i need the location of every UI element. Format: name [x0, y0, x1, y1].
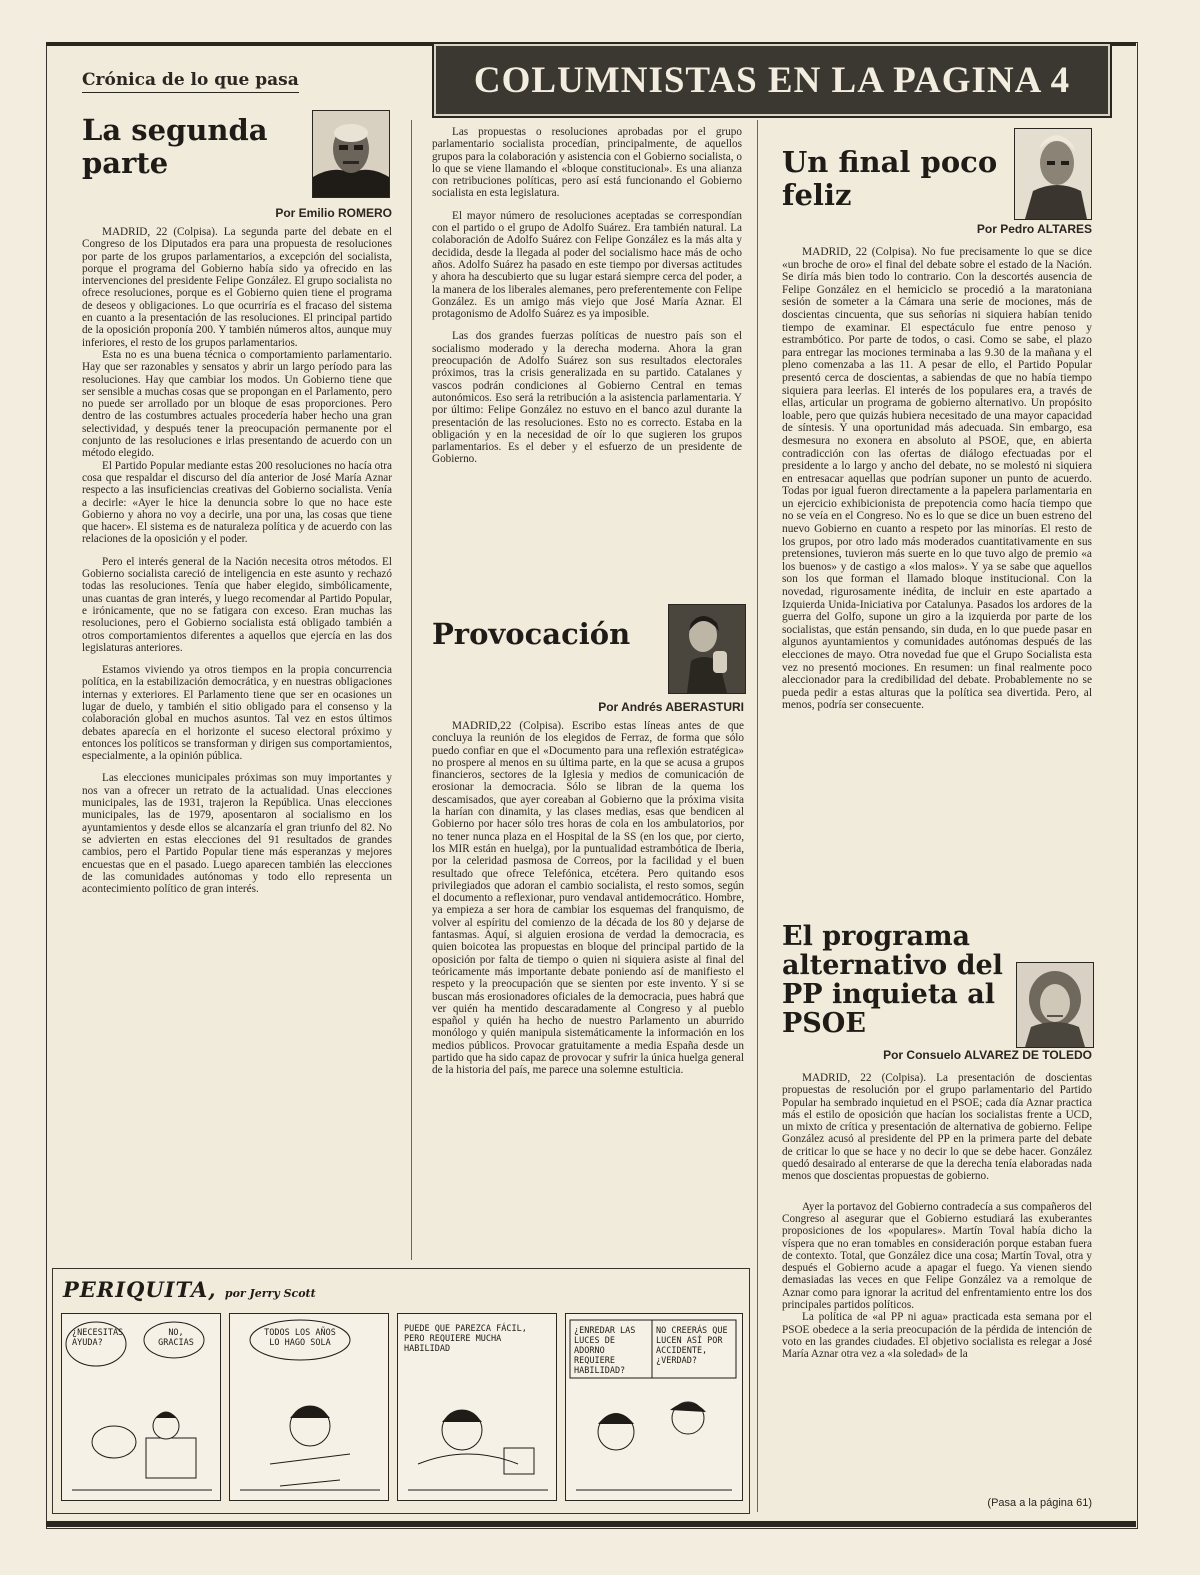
- paragraph: La política de «al PP ni agua» practicada esta semana por el PSOE obedece a la seria preocupación de la pérdida de intención de voto en las grandes ciudades. El objetivo socialista es relegar a José María Aznar otra vez a «la soledad» de la: [782, 1311, 1092, 1361]
- article-body-programa-alternativo: [782, 1072, 1092, 1361]
- section-kicker: Crónica de lo que pasa: [82, 70, 299, 93]
- paragraph: MADRID, 22 (Colpisa). La presentación de doscientas propuestas de resolución por el grupo parlamentario del Partido Popular ha sembrado inquietud en el PSOE; cada día Aznar practica más el estilo de oposición que hacían los socialistas frente a UCD, un mixto de crítica y presentación de alternativa de gobierno. Felipe González acusó al presidente del PP en la primera parte del debate de criticar lo que se hace y no decir lo que se debe hacer. González quedó desairado al enterarse de que la derecha tenía elaboradas nada menos que doscientas propuestas de gobierno.: [782, 1072, 1092, 1183]
- paragraph: Esta no es una buena técnica o comportamiento parlamentario. Hay que ser razonables y sensatos y abrir un largo período para las resoluciones. Hay que cambiar los modos. Un Gobierno tiene que ser sensible a muchas cosas que se propongan en el Parlamento, pero no puede ser arrollado por un bloque de esas proporciones. Pero dentro de las costumbres actuales procedería haber hecho una gran selectividad, y después tener la preocupación permanente por el conjunto de las resoluciones e irlas presentando de acuerdo con un método elegido.: [82, 348, 392, 460]
- article-title-segunda-parte: La segunda parte: [82, 113, 268, 180]
- paragraph: MADRID, 22 (Colpisa). No fue precisamente lo que se dice «un broche de oro» el final del debate sobre el estado de la Nación. Se diría más bien todo lo contrario. Con la descortés ausencia de Felipe González en el hemiciclo se procedió a la maratoniana sesión de someter a la Cámara una serie de mociones, más de doscientas cincuenta, que sus señorías ni siquiera habían tenido tiempo de examinar. El espectáculo fue entre penoso y estrambótico. Por parte de todos, o casi. Como se sabe, el plazo para entregar las mociones terminaba a las 9.30 de la mañana y el pleno comenzaba a las 11. A pesar de ello, el Partido Popular presentó cerca de doscientas, a sabiendas de que no había tiempo siquiera para leerlas. El interés de los populares era, a través de ellas, articular un programa de gobierno alternativo. Un propósito loable, pero que quizás hubiera necesitado de una mayor capacidad de síntesis. Y una oportunidad más adecuada. Sin embargo, esa desmesura no exonera en absoluto al PSOE, que, en abierta contradicción con las ofertas de diálogo efectuadas por el presidente a lo largo y ancho del debate, no se molestó ni siquiera en entresacar aquellas que podrían suponer un punto de acuerdo. Todas por igual fueron directamente a la papelera parlamentaria en un ejercicio exhibicionista de prepotencia como hacía tiempo que no se veía en el Congreso. No es lo que se dice un buen estreno del nuevo Gobierno en cuanto a respeto por las minorías. El resto de los grupos, por otro lado más moderados cuantitativamente en sus pretensiones, tuvieron más suerte en lo que tuvo algo de premio «a los buenos» y de castigo a «los malos». Y ya se sabe que aquellos son los que forman el llamado bloque institucional. Con la novedad, rigurosamente inédita, de incluir en este apartado a Izquierda Unida-Iniciativa por Catalunya. Pasados los ardores de la guerra del Golfo, supone un giro a la izquierda por parte de los socialistas, que están pensando, sin duda, en lo que puede pasar en algunos ayuntamientos y comunidades autónomas después de las elecciones de mayo. Otra novedad fue que el Grupo Socialista esta vez no presentó mociones. En resumen: un final realmente poco aleccionador para la credibilidad del debate. Probablemente no se pueda pedir a estas alturas que la política sea divertida. Pero, al menos, podría ser consecuente.: [782, 246, 1092, 712]
- paragraph: Estamos viviendo ya otros tiempos en la propia concurrencia política, en la estabilización democrática, y en nuestras obligaciones internas y exteriores. El Parlamento tiene que ser en ocasiones un lugar de duelo, y también el sitio obligado para el consenso y la colaboración global en muchos asuntos. Tal vez en estos últimos debates aparecía en el horizonte el suceso electoral próximo y entonces los políticos se transforman y dirigen sus comportamientos, especialmente, a la opinión pública.: [82, 664, 392, 763]
- speech-bubble: ¿ENREDAR LAS LUCES DE ADORNO REQUIERE HABILIDAD?: [574, 1326, 636, 1376]
- byline-alvarez-de-toledo: Por Consuelo ALVAREZ DE TOLEDO: [883, 1048, 1092, 1062]
- paragraph: Las propuestas o resoluciones aprobadas por el grupo parlamentario socialista procedían, principalmente, de aquellos grupos para la colaboración y asistencia con el Gobierno socialista, o lo que se viene llamando el «bloque constitucional». Es una alianza con retribuciones políticas, pero así está funcionando el Gobierno socialista en esta legislatura.: [432, 126, 742, 200]
- article-title-final-poco-feliz: Un final poco feliz: [782, 145, 998, 212]
- paragraph: Las dos grandes fuerzas políticas de nuestro país son el socialismo moderado y la derecha moderna. Ahora la gran preocupación de Adolfo Suárez son sus resultados electorales próximos, tras la crisis generalizada en su partido. Catalanes y vascos podrán condiciones al Gobierno Central en temas autonómicos. Eso será la retribución a la asistencia parlamentaria. Y por último: Felipe González no estuvo en el banco azul durante la presentación de las resoluciones. Esto no es correcto. Estaba en la obligación y en la necesidad de oír lo que sugieren los grupos parlamentarios. Es el deber y el esfuerzo de un presidente de Gobierno.: [432, 330, 742, 466]
- author-photo-alvarez-de-toledo: [1016, 962, 1094, 1048]
- section-banner: COLUMNISTAS EN LA PAGINA 4: [434, 44, 1110, 116]
- comic-panel-3: [397, 1313, 557, 1501]
- comic-author: por Jerry Scott: [224, 1287, 316, 1300]
- paragraph: Pero el interés general de la Nación necesita otros métodos. El Gobierno socialista careció de inteligencia en este asunto y rechazó todas las resoluciones. Tenía que haber elegido, simbólicamente, unas cuantas de gran interés, y luego recomendar al Partido Popular, e irónicamente, que no se fatigara con exceso. Eran muchas las resoluciones, pero el Gobierno socialista está obligado también a otros comportamientos diferentes a aquellos que ejercía en las dos legislaturas anteriores.: [82, 555, 392, 654]
- speech-bubble: TODOS LOS AÑOS LO HAGO SOLA: [264, 1328, 336, 1348]
- speech-bubble: PUEDE QUE PAREZCA FÁCIL, PERO REQUIERE MUCHA HABILIDAD: [404, 1324, 527, 1354]
- byline-aberasturi: Por Andrés ABERASTURI: [598, 700, 744, 714]
- author-photo-aberasturi: [668, 604, 746, 694]
- comic-panel-1: [61, 1313, 221, 1501]
- paragraph: El Partido Popular mediante estas 200 resoluciones no hacía otra cosa que respaldar el discurso del día anterior de José María Aznar respecto a las insuficiencias creativas del Gobierno socialista. Venía a decirle: «Ayer le hice la denuncia sobre lo que no hace este Gobierno y ahora no voy a decirle, una por una, las cosas que tiene que hacer». El sistema es de naturaleza política y de acuerdo con las relaciones de la oposición y el poder.: [82, 459, 392, 546]
- byline-altares: Por Pedro ALTARES: [976, 222, 1092, 236]
- bottom-rule: [46, 1521, 1136, 1527]
- author-photo-romero: [312, 110, 390, 198]
- comic-panel-2: [229, 1313, 389, 1501]
- column-divider: [757, 120, 758, 1512]
- comic-panel-4: [565, 1313, 743, 1501]
- speech-bubble: ¿NECESITAS AYUDA?: [72, 1328, 124, 1348]
- column-divider: [411, 120, 412, 1260]
- article-title-provocacion: Provocación: [432, 617, 631, 651]
- comic-name: PERIQUITA,: [63, 1277, 217, 1302]
- author-photo-altares: [1014, 128, 1092, 220]
- paragraph: Ayer la portavoz del Gobierno contradecía a sus compañeros del Congreso al asegurar que el Gobierno estudiará las exuberantes proposiciones de los «populares». Martín Toval había dicho la víspera que no eran tomables en consideración porque estaban fuera de contexto. Total, que González dice una cosa; Martín Toval, otra y después el Gobierno acude a apagar el fuego. Ya vienen siendo demasiadas las veces en que Felipe González va a remolque de Aznar como para ignorar la acritud del enfrentamiento entre los dos principales partidos políticos.: [782, 1200, 1092, 1312]
- paragraph: Las elecciones municipales próximas son muy importantes y nos van a ofrecer un retrato de la actualidad. Unas elecciones municipales, las de 1931, trajeron la República. Unas elecciones municipales, las de 1979, aposentaron al socialismo en los ayuntamientos y desde ellos se alcanzaría el gran triunfo del 82. No se advierten en estas elecciones del 91 resultados de grandes cambios, pero el Partido Popular tiene más esperanzas y mejores encuestas que en el pasado. Luego aparecen también las elecciones de las comunidades autónomas y todo ello representa un acontecimiento político de gran interés.: [82, 772, 392, 896]
- comic-title: [63, 1277, 316, 1302]
- continued-note: (Pasa a la página 61): [987, 1497, 1092, 1509]
- paragraph: MADRID,22 (Colpisa). Escribo estas líneas antes de que concluya la reunión de los elegidos de Ferraz, de forma que sólo puedo confiar en que el «Documento para una reflexión estratégica» no prospere al menos en su última parte, en la que se acusa a grupos financieros, sectores de la Iglesia y medios de comunicación de erosionar la democracia. Sólo se libran de la quema los descamisados, que ayer coreaban al Gobierno que la próxima visita la harían con dinamita, y las clases medias, esas que bendicen al Gobierno por hacer sólo tres horas de cola en los ambulatorios, por no tener nunca plaza en el Hospital de la SS (en los que, por cierto, los MIR están en huelga), por la puntualidad estrambótica de Iberia, por la celeridad pasmosa de Correos, por la facilidad y el buen resultado que ofrece Telefónica, etcétera. Pero quitando esos privilegiados que adoran el cambio socialista, el resto somos, según el documento a reflexionar, puro vendaval antidemocrático. Hombre, ya empieza a ser hora de cambiar los esquemas del franquismo, de volver al espíritu del comienzo de la década de los 80 y dejarse de fantasmas. Aquí, si alguien erosiona de verdad la democracia, es quien boicotea las propuestas en bloque del principal partido de la oposición por falta de tiempo o quien ni siquiera asiste al final del teóricamente más importante debate poniendo así de manifiesto el respeto y la preocupación que se sienten por este invento. Y si se buscan más erosionadores oficiales de la democracia, pues habrá que ver quién ha mentido descaradamente al Congreso y al pueblo español y quién ha hecho de nuestro Parlamento un aburrido monólogo y quién manipula sistemáticamente la información en los medios públicos. Provocar gratuitamente a media España desde un partido que ha sido capaz de provocar y sufrir la única huelga general de la historia del país, me parece una solemne estulticia.: [432, 720, 744, 1077]
- article-body-segunda-parte-part-1: [82, 226, 392, 905]
- byline-romero: Por Emilio ROMERO: [275, 206, 392, 220]
- article-body-segunda-parte-part-2: [432, 126, 742, 476]
- paragraph: MADRID, 22 (Colpisa). La segunda parte del debate en el Congreso de los Diputados era para una propuesta de resoluciones por parte de los grupos parlamentarios, a excepción del socialista, porque el programa del Gobierno había sido ya ofrecido en las intervenciones del presidente Felipe González. El grupo socialista no ofrece resoluciones, porque es el Gobierno quien tiene el programa de deseos y obligaciones. Lo que ocurriría es el fracaso del sistema en cuanto a la presentación de las resoluciones. El principal partido de la oposición proponía 200. Y también números altos, aunque muy inferiores, el resto de los grupos parlamentarios.: [82, 226, 392, 349]
- article-title-programa-alternativo: El programa alternativo del PP inquieta al PSOE: [782, 921, 1003, 1039]
- article-body-final-poco-feliz: [782, 246, 1092, 722]
- speech-bubble: NO CREERÁS QUE LUCEN ASÍ POR ACCIDENTE, ¿VERDAD?: [656, 1326, 728, 1366]
- article-body-provocacion: [432, 720, 744, 1087]
- comic-strip: [52, 1268, 750, 1514]
- paragraph: El mayor número de resoluciones aceptadas se correspondían con el partido o el grupo de Adolfo Suárez. Era también natural. La colaboración de Adolfo Suárez con Felipe González es la más alta y decidida, desde la llegada al poder del socialismo hace más de ocho años. Adolfo Suárez ha pasado en este tiempo por diversas actitudes y ahora ha descubierto que su lugar estará siempre cerca del poder, a la manera de los liberales alemanes, pero preferentemente con Felipe González. Es un amigo más viejo que José María Aznar. El protagonismo de Adolfo Suárez es ya imposible.: [432, 209, 742, 321]
- speech-bubble: NO, GRACIAS: [158, 1328, 194, 1348]
